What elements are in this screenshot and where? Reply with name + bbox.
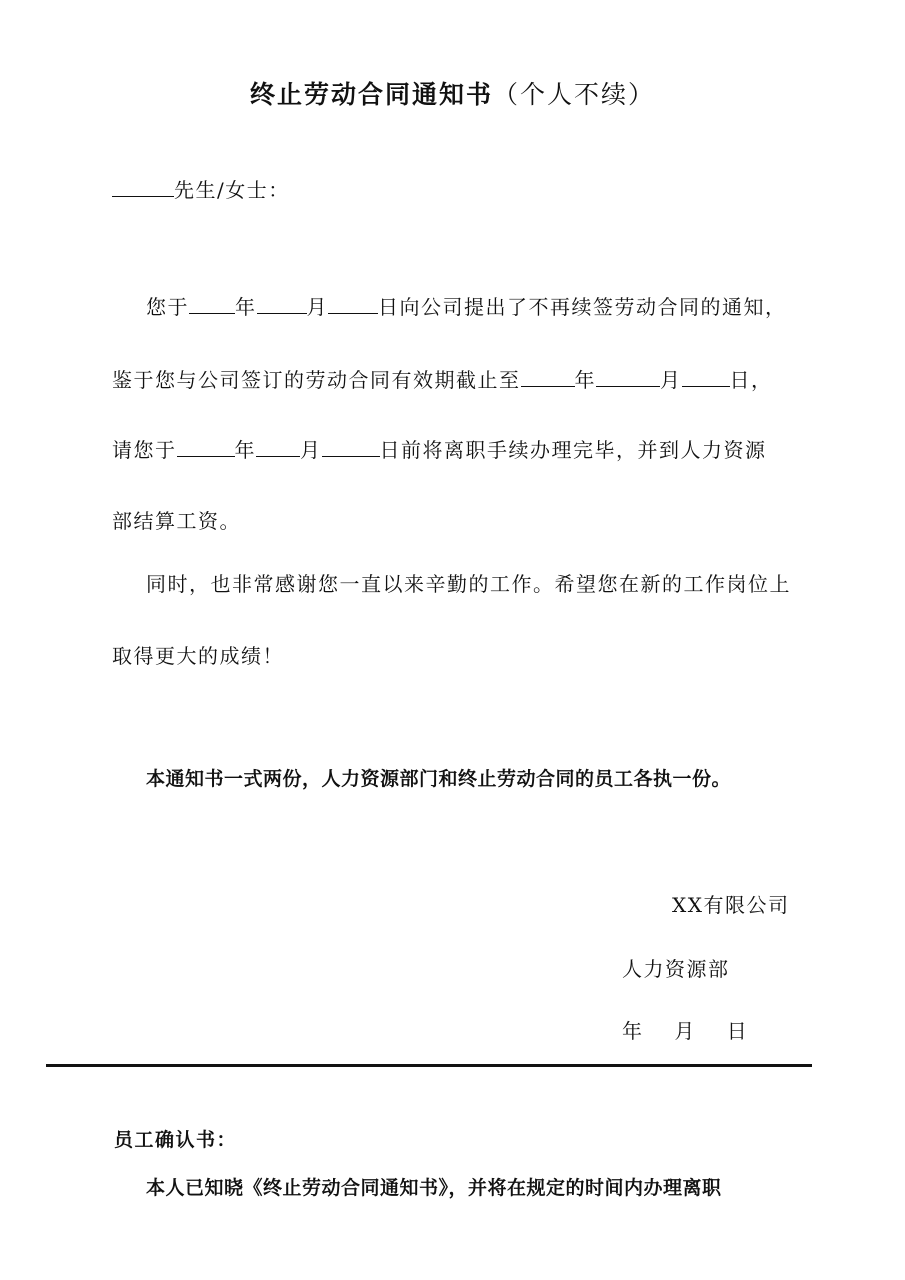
paragraph-line-3 <box>112 436 767 464</box>
copies-notice: 本通知书一式两份，人力资源部门和终止劳动合同的员工各执一份。 <box>146 768 732 790</box>
signature-department: 人力资源部 <box>622 957 730 981</box>
line3-month-label: 月 <box>300 438 322 462</box>
line2-year-label: 年 <box>574 368 596 392</box>
line1-suffix: 日向公司提出了不再续签劳动合同的通知， <box>378 295 787 319</box>
line1-month-blank[interactable] <box>257 293 307 314</box>
line2-day-blank[interactable] <box>682 366 730 387</box>
salutation-text: 先生/女士： <box>174 178 290 202</box>
salutation-line <box>112 176 290 204</box>
paragraph-line-6: 取得更大的成绩！ <box>112 644 284 668</box>
line2-prefix: 鉴于您与公司签订的劳动合同有效期截止至 <box>112 368 521 392</box>
line1-year-blank[interactable] <box>189 293 235 314</box>
line3-prefix: 请您于 <box>112 438 177 462</box>
line1-month-label: 月 <box>306 295 328 319</box>
confirm-heading: 员工确认书： <box>114 1129 238 1151</box>
section-divider <box>46 1064 812 1067</box>
name-blank[interactable] <box>112 176 174 197</box>
line2-month-blank[interactable] <box>596 366 660 387</box>
line3-year-label: 年 <box>234 438 256 462</box>
line3-suffix: 日前将离职手续办理完毕，并到人力资源 <box>379 438 767 462</box>
line2-month-label: 月 <box>660 368 682 392</box>
paragraph-line-5: 同时，也非常感谢您一直以来辛勤的工作。希望您在新的工作岗位上 <box>146 572 791 596</box>
line1-year-label: 年 <box>235 295 257 319</box>
paragraph-line-4: 部结算工资。 <box>112 509 241 533</box>
line2-year-blank[interactable] <box>521 366 575 387</box>
line1-day-blank[interactable] <box>328 293 378 314</box>
title-main: 终止劳动合同通知书 <box>249 80 493 109</box>
line3-year-blank[interactable] <box>177 436 235 457</box>
document-title <box>0 78 905 112</box>
line3-month-blank[interactable] <box>256 436 300 457</box>
line2-suffix: 日， <box>729 368 773 392</box>
paragraph-line-1 <box>146 293 787 321</box>
signature-date: 年 月 日 <box>622 1019 749 1043</box>
line1-prefix: 您于 <box>146 295 189 319</box>
title-sub: （个人不续） <box>493 80 656 109</box>
signature-company: XX有限公司 <box>672 893 790 917</box>
line3-day-blank[interactable] <box>322 436 380 457</box>
confirm-text: 本人已知晓《终止劳动合同通知书》，并将在规定的时间内办理离职 <box>146 1177 722 1199</box>
paragraph-line-2 <box>112 366 773 394</box>
